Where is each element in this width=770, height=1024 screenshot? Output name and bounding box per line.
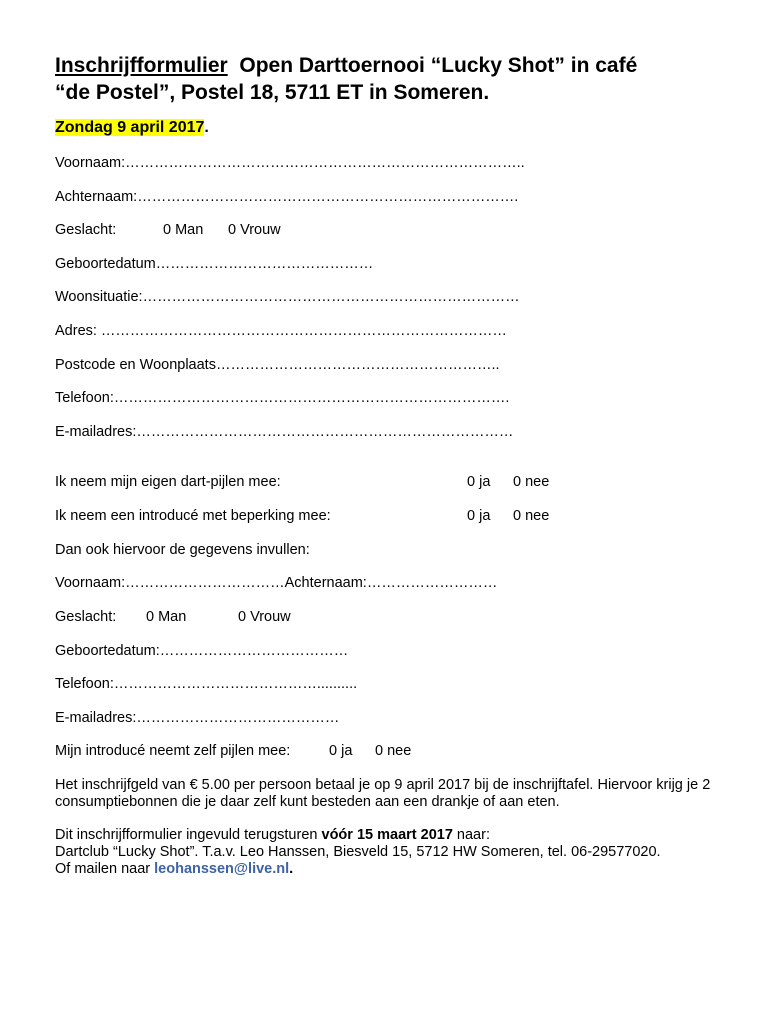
guest-pijlen-label: Mijn introducé neemt zelf pijlen mee: bbox=[55, 743, 291, 759]
title-line1: Open Darttoernooi “Lucky Shot” in café bbox=[239, 54, 638, 77]
guest-option-pijlen-ja[interactable]: 0 ja bbox=[329, 743, 353, 759]
event-date-period: . bbox=[204, 119, 209, 136]
return-deadline: vóór 15 maart 2017 bbox=[321, 827, 453, 843]
field-telefoon[interactable]: Telefoon:………………………………………………………………………. bbox=[55, 390, 510, 406]
guest-geslacht-label: Geslacht: bbox=[55, 609, 117, 625]
fee-paragraph: Het inschrijfgeld van € 5.00 per persoon betaal je op 9 april 2017 bij de inschrijftafel. Hiervoor krijg je 2 consumptiebonnen die je daar zelf kunt besteden aan een drankje of aan eten. bbox=[55, 777, 711, 810]
guest-field-geboortedatum[interactable]: Geboortedatum:………………………………… bbox=[55, 643, 349, 659]
question-introduce-label: Ik neem een introducé met beperking mee: bbox=[55, 508, 331, 524]
email-link[interactable]: leohanssen@live.nl bbox=[154, 861, 290, 877]
guest-option-vrouw[interactable]: 0 Vrouw bbox=[238, 609, 291, 625]
field-geboortedatum[interactable]: Geboortedatum……………………………………… bbox=[55, 256, 374, 272]
option-pijlen-ja[interactable]: 0 ja bbox=[467, 474, 491, 490]
field-adres[interactable]: Adres: ………………………………………………………………………… bbox=[55, 323, 507, 339]
return-paragraph bbox=[55, 827, 735, 878]
mail-prefix: Of mailen naar bbox=[55, 861, 155, 877]
option-man[interactable]: 0 Man bbox=[163, 222, 204, 238]
guest-option-pijlen-nee[interactable]: 0 nee bbox=[375, 743, 412, 759]
field-postcode[interactable]: Postcode en Woonplaats………………………………………………….. bbox=[55, 357, 500, 373]
guest-field-telefoon[interactable]: Telefoon:…………………………………….......... bbox=[55, 676, 358, 692]
option-pijlen-nee[interactable]: 0 nee bbox=[513, 474, 550, 490]
guest-intro: Dan ook hiervoor de gegevens invullen: bbox=[55, 542, 310, 558]
page-title bbox=[55, 52, 735, 106]
option-vrouw[interactable]: 0 Vrouw bbox=[228, 222, 281, 238]
guest-option-man[interactable]: 0 Man bbox=[146, 609, 187, 625]
guest-field-email[interactable]: E-mailadres:…………………………………… bbox=[55, 710, 340, 726]
field-achternaam[interactable]: Achternaam:……………………………………………………………………. bbox=[55, 189, 519, 205]
field-voornaam[interactable]: Voornaam:……………………………………………………………………….. bbox=[55, 155, 525, 171]
event-date-highlight: Zondag 9 april 2017 bbox=[55, 119, 205, 136]
return-prefix: Dit inschrijfformulier ingevuld terugsturen bbox=[55, 827, 322, 843]
mail-suffix: . bbox=[289, 861, 294, 877]
option-introduce-ja[interactable]: 0 ja bbox=[467, 508, 491, 524]
event-date bbox=[55, 119, 209, 137]
title-underlined: Inschrijfformulier bbox=[55, 54, 228, 77]
return-address: Dartclub “Lucky Shot”. T.a.v. Leo Hanssen, Biesveld 15, 5712 HW Someren, tel. 06-29577020. bbox=[55, 844, 661, 860]
option-introduce-nee[interactable]: 0 nee bbox=[513, 508, 550, 524]
return-suffix: naar: bbox=[452, 827, 490, 843]
title-line2: “de Postel”, Postel 18, 5711 ET in Someren. bbox=[55, 81, 490, 104]
field-email[interactable]: E-mailadres:…………………………………………………………………… bbox=[55, 424, 514, 440]
field-woonsituatie[interactable]: Woonsituatie:…………………………………………………………………… bbox=[55, 289, 520, 305]
field-geslacht-label: Geslacht: bbox=[55, 222, 117, 238]
question-pijlen-label: Ik neem mijn eigen dart-pijlen mee: bbox=[55, 474, 281, 490]
guest-field-naam[interactable]: Voornaam:……………………………Achternaam:……………………… bbox=[55, 575, 498, 591]
